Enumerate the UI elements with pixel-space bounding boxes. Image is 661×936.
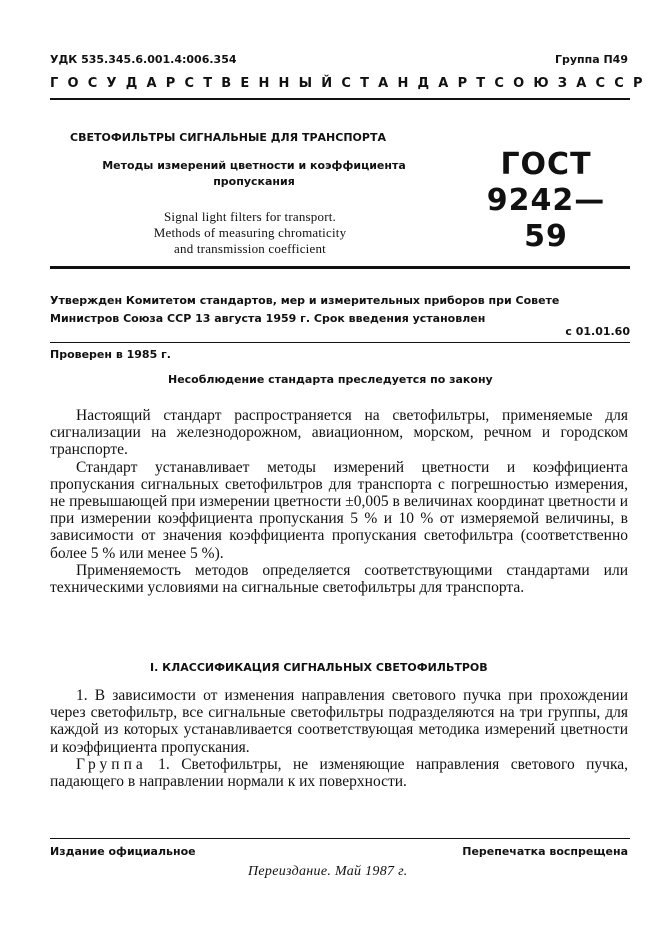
subtitle-line-2: пропускания: [213, 175, 295, 188]
section-paragraph-1: 1. В зависимости от изменения направления светового пучка при прохождении через светофильтр, все сигнальные светофильтры подразделяются на три группы, для каждой из которых устанавливается соответствующая методика измерений цветности и коэффициента пропускания.: [50, 687, 628, 756]
document-subtitle: [86, 158, 422, 190]
gost-designation: [476, 147, 616, 255]
banner-word-ussr: ССР: [595, 76, 652, 91]
approval-line-2: Министров Союза ССР 13 августа 1959 г. Срок введения установлен: [50, 312, 486, 325]
group-code: Группа П49: [554, 53, 628, 66]
revision-note: Проверен в 1985 г.: [50, 348, 171, 361]
reprint-notice: Перепечатка воспрещена: [462, 845, 628, 858]
section-paragraph-2: [50, 756, 628, 790]
group-1-text: 1. Светофильтры, не изменяющие направления светового пучка, падающего в направлении нормали к их поверхности.: [50, 755, 628, 791]
intro-paragraph-2: Стандарт устанавливает методы измерений цветности и коэффициента пропускания сигнальных светофильтров для транспорта с погрешностью измерения, не превышающей при измерении цветности ±0,005 в величинах координат цветности и при измерении коэффициента пропускания 5 % и 10 % от измеряемой величины, в зависимости от значения коэффициента пропускания светофильтра (соответственно более 5 % или менее 5 %).: [50, 458, 628, 562]
approval-statement: [50, 292, 630, 328]
state-standard-banner: [50, 76, 652, 91]
intro-paragraph-3: Применяемость методов определяется соответствующими стандартами или техническими условиями на сигнальные светофильтры для транспорта.: [50, 561, 628, 597]
banner-word-state: ГОСУДАРСТВЕННЫЙ: [50, 76, 342, 91]
udk-code: УДК 535.345.6.001.4:006.354: [50, 53, 237, 66]
document-title: СВЕТОФИЛЬТРЫ СИГНАЛЬНЫЕ ДЛЯ ТРАНСПОРТА: [70, 131, 386, 144]
footer-divider: [50, 838, 630, 839]
official-edition-label: Издание официальное: [50, 845, 196, 858]
section-heading: I. КЛАССИФИКАЦИЯ СИГНАЛЬНЫХ СВЕТОФИЛЬТРОВ: [150, 661, 488, 674]
title-divider: [50, 266, 630, 269]
top-divider: [50, 98, 630, 100]
banner-word-standard: СТАНДАРТ: [341, 76, 495, 91]
gost-number: 9242—59: [486, 183, 606, 254]
legal-notice: Несоблюдение стандарта преследуется по закону: [168, 373, 493, 386]
approval-line-1: Утвержден Комитетом стандартов, мер и измерительных приборов при Совете: [50, 294, 560, 307]
reissue-note: Переиздание. Май 1987 г.: [248, 864, 408, 879]
group-label: Группа: [76, 755, 147, 773]
intro-section: [50, 407, 628, 596]
section-1-body: [50, 687, 628, 790]
banner-word-union: СОЮЗА: [494, 76, 596, 91]
gost-label: ГОСТ: [500, 147, 592, 182]
english-title-line-2: Methods of measuring chromaticity: [153, 225, 347, 240]
effective-date: с 01.01.60: [565, 325, 630, 338]
english-title-line-3: and transmission coefficient: [174, 241, 326, 256]
intro-paragraph-1: Настоящий стандарт распространяется на светофильтры, применяемые для сигнализации на железнодорожном, авиационном, морском, речном и городском транспорте.: [50, 407, 628, 459]
subtitle-line-1: Методы измерений цветности и коэффициента: [102, 159, 406, 172]
english-title-line-1: Signal light filters for transport.: [163, 209, 336, 224]
english-title: [110, 209, 390, 257]
approval-divider: [50, 342, 630, 343]
